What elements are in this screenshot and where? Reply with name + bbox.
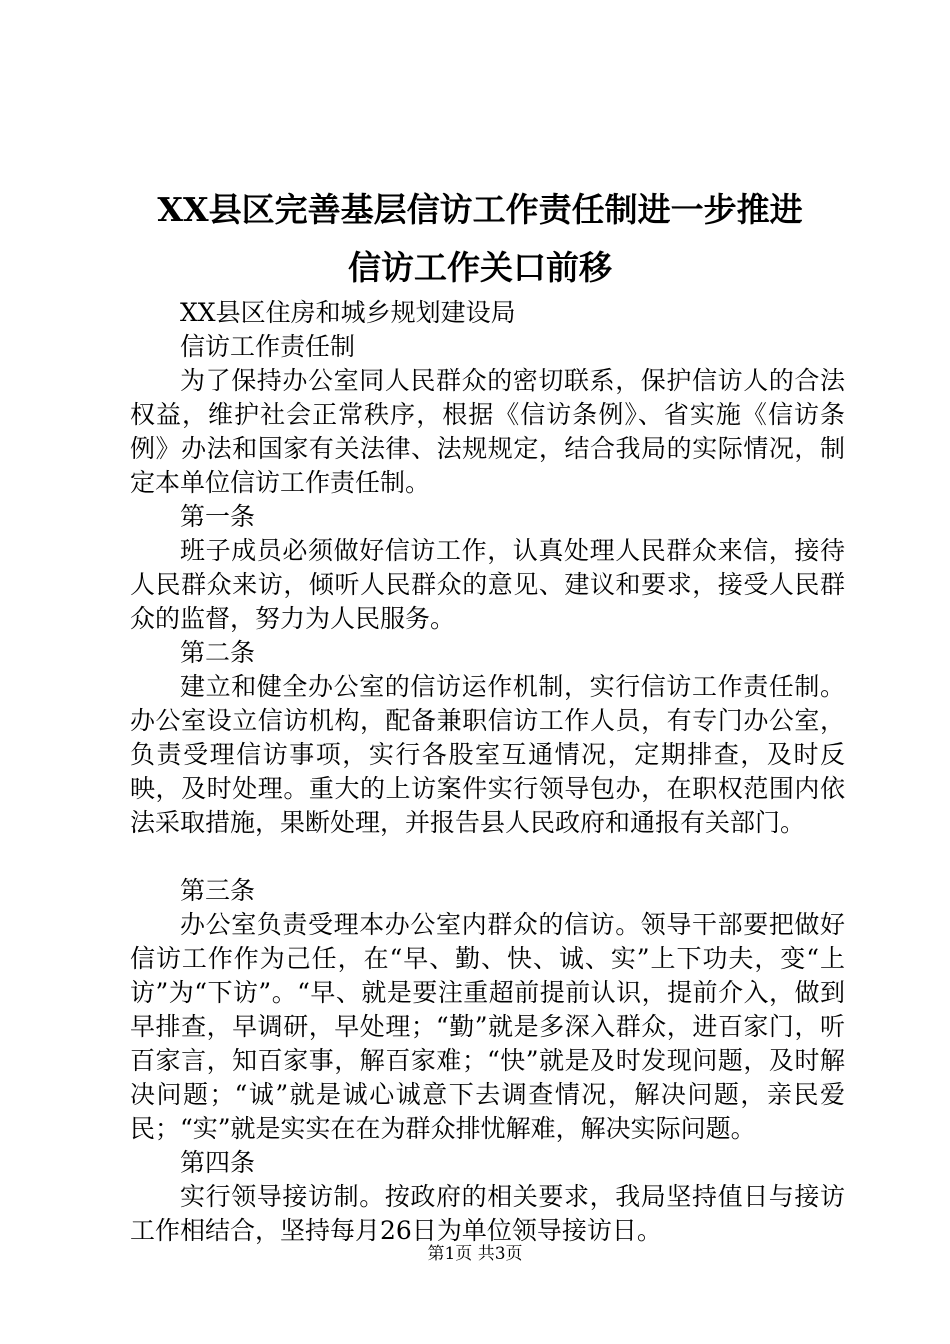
issuer-line: XX县区住房和城乡规划建设局 — [180, 298, 516, 327]
article-2-paragraph: 建立和健全办公室的信访运作机制，实行信访工作责任制。办公室设立信访机构，配备兼职信访工作人员，有专门办公室，负责受理信访事项，实行各股室互通情况，定期排查，及时反映，及时处理。重大的上访案件实行领导包办，在职权范围内依法采取措施，果断处理，并报告县人民政府和通报有关部门。 — [130, 672, 845, 837]
article-1-paragraph: 班子成员必须做好信访工作，认真处理人民群众来信，接待人民群众来访，倾听人民群众的意见、建议和要求，接受人民群众的监督，努力为人民服务。 — [130, 536, 845, 633]
document-body — [130, 296, 845, 1248]
blank-line — [130, 840, 845, 874]
article-4-paragraph: 实行领导接访制。按政府的相关要求，我局坚持值日与接访工作相结合，坚持每月26日为单位领导接访日。 — [130, 1182, 845, 1245]
article-3-paragraph: 办公室负责受理本办公室内群众的信访。领导干部要把做好信访工作作为己任，在“早、勤、快、诚、实”上下功夫，变“上访”为“下访”。“早、就是要注重超前提前认识，提前介入，做到早排查，早调研，早处理；“勤”就是多深入群众，进百家门，听百家言，知百家事，解百家难；“快”就是及时发现问题，及时解决问题；“诚”就是诚心诚意下去调查情况，解决问题，亲民爱民；“实”就是实实在在为群众排忧解难，解决实际问题。 — [130, 910, 845, 1143]
article-2-heading: 第二条 — [180, 638, 256, 667]
intro-paragraph: 为了保持办公室同人民群众的密切联系，保护信访人的合法权益，维护社会正常秩序，根据《信访条例》、省实施《信访条例》办法和国家有关法律、法规规定，结合我局的实际情况，制定本单位信访工作责任制。 — [130, 366, 845, 497]
article-1-heading: 第一条 — [180, 502, 256, 531]
page-footer: 第1页 共3页 — [427, 1244, 523, 1264]
subtitle-line: 信访工作责任制 — [180, 332, 356, 361]
article-4-heading: 第四条 — [180, 1148, 256, 1177]
document-title-line-1: XX县区完善基层信访工作责任制进一步推进 — [157, 190, 803, 229]
document-title-line-2: 信访工作关口前移 — [348, 248, 612, 287]
article-3-heading: 第三条 — [180, 876, 256, 905]
